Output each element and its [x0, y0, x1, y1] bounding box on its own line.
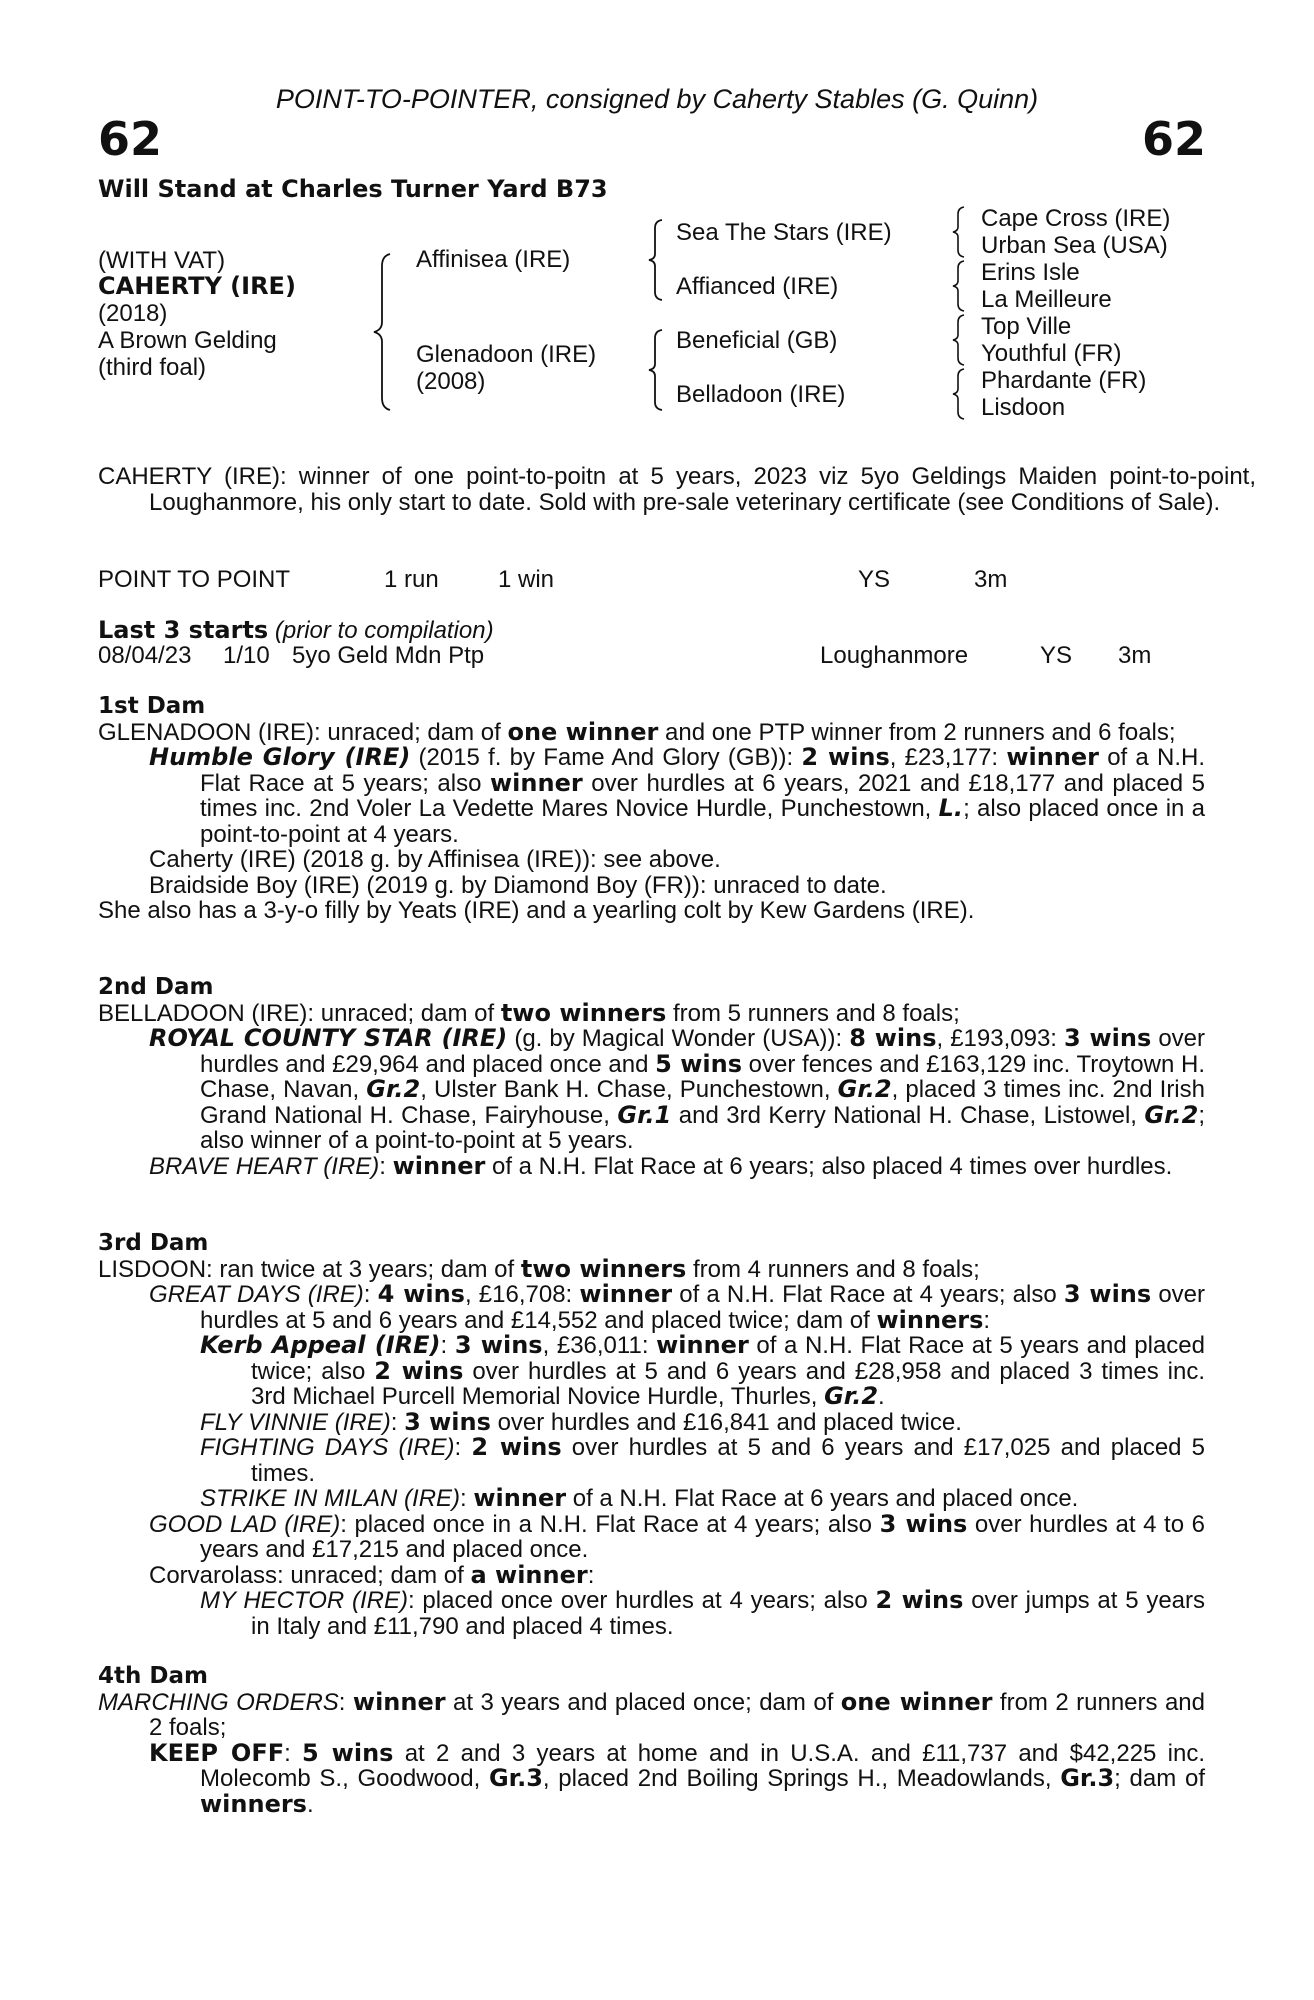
horse-description: A Brown Gelding [98, 327, 277, 354]
fourth-dam-section [98, 1664, 1205, 1817]
pedigree-ggen-1: Cape Cross (IRE) [981, 205, 1171, 232]
stand-location: Will Stand at Charles Turner Yard B73 [98, 175, 608, 203]
pedigree-sire-dam: Affianced (IRE) [676, 273, 839, 300]
pedigree-dam-dam: Belladoon (IRE) [676, 381, 846, 408]
horse-name: CAHERTY (IRE) [98, 272, 296, 300]
second-dam-heading: 2nd Dam [98, 974, 214, 1000]
last-start-position: 1/10 [223, 642, 270, 669]
third-dam-summary: LISDOON: ran twice at 3 years; dam of two winners from 4 runners and 8 foals; [98, 1254, 980, 1283]
last-starts-title: Last 3 starts [98, 616, 269, 644]
last-start-race: 5yo Geld Mdn Ptp [292, 642, 485, 669]
first-dam-summary: GLENADOON (IRE): unraced; dam of one winner and one PTP winner from 2 runners and 6 foals; [98, 717, 1176, 746]
last-starts-note: (prior to compilation) [274, 617, 494, 644]
record-runs: 1 run [384, 566, 439, 593]
pedigree-ggen-2: Urban Sea (USA) [981, 232, 1168, 259]
third-dam-heading: 3rd Dam [98, 1230, 209, 1256]
first-dam-other-foals: She also has a 3-y-o filly by Yeats (IRE) and a yearling colt by Kew Gardens (IRE). [98, 897, 975, 924]
record-distance: 3m [974, 566, 1008, 593]
third-dam-produce-great-days: GREAT DAYS (IRE): 4 wins, £16,708: winner of a N.H. Flat Race at 4 years; also 3 wins over hurdles at 5 and 6 years and £14,552 and placed twice; dam of winners: [149, 1280, 1206, 1334]
fourth-dam-produce-keep-off: KEEP OFF: 5 wins at 2 and 3 years at home and in U.S.A. and £11,737 and $42,225 inc. Molecomb S., Goodwood, Gr.3, placed 2nd Boiling Springs H., Meadowlands, Gr.3; dam of winners. [149, 1738, 1205, 1818]
pedigree-brace-g2 [950, 259, 970, 313]
pedigree-sire: Affinisea (IRE) [416, 246, 571, 273]
pedigree-ggen-8: Lisdoon [981, 394, 1066, 421]
consignor-subtitle: POINT-TO-POINTER, consigned by Caherty Stables (G. Quinn) [275, 84, 1039, 114]
lot-number-left: 62 [98, 112, 163, 166]
horse-year: (2018) [98, 300, 168, 327]
pedigree-dam-sire: Beneficial (GB) [676, 327, 838, 354]
pedigree-brace-parents [370, 252, 400, 412]
pedigree-brace-g1 [950, 205, 970, 259]
pedigree-ggen-7: Phardante (FR) [981, 367, 1147, 394]
first-dam-section [98, 694, 1205, 924]
lot-number-right: 62 [1141, 112, 1206, 166]
third-dam-grandproduce-my-hector: MY HECTOR (IRE): placed once over hurdles at 4 years; also 2 wins over jumps at 5 years in Italy and £11,790 and placed 4 times. [200, 1586, 1206, 1640]
fourth-dam-heading: 4th Dam [98, 1663, 208, 1689]
second-dam-summary: BELLADOON (IRE): unraced; dam of two winners from 5 runners and 8 foals; [98, 998, 960, 1027]
pedigree-brace-sire [645, 218, 669, 302]
last-start-date: 08/04/23 [98, 642, 192, 669]
pedigree-sire-sire: Sea The Stars (IRE) [676, 219, 892, 246]
record-wins: 1 win [498, 566, 555, 593]
third-dam-grandproduce-strike-in-milan: STRIKE IN MILAN (IRE): winner of a N.H. Flat Race at 6 years and placed once. [200, 1484, 1079, 1512]
pedigree-ggen-4: La Meilleure [981, 286, 1112, 313]
record-label: POINT TO POINT [98, 566, 291, 593]
third-dam-grandproduce-fighting-days: FIGHTING DAYS (IRE): 2 wins over hurdles at 5 and 6 years and £17,025 and placed 5 times. [200, 1433, 1205, 1487]
pedigree-brace-g3 [950, 313, 970, 367]
last-start-going: YS [1040, 642, 1073, 669]
last-start-course: Loughanmore [820, 642, 969, 669]
third-dam-grandproduce-kerb-appeal: Kerb Appeal (IRE): 3 wins, £36,011: winner of a N.H. Flat Race at 5 years and placed twice; also 2 wins over hurdles at 5 and 6 years and £28,958 and placed 3 times inc. 3rd Michael Purcell Memorial Novice Hurdle, Thurles, Gr.2. [200, 1331, 1206, 1410]
record-going: YS [858, 566, 891, 593]
horse-summary: CAHERTY (IRE): winner of one point-to-poitn at 5 years, 2023 viz 5yo Geldings Maiden point-to-point, Loughanmore, his only start to date. Sold with pre-sale veterinary certificate (see Conditions of Sale). [98, 463, 1256, 516]
third-dam-grandproduce-fly-vinnie: FLY VINNIE (IRE): 3 wins over hurdles and £16,841 and placed twice. [200, 1407, 962, 1436]
pedigree-ggen-6: Youthful (FR) [981, 340, 1122, 367]
first-dam-produce-braidside-boy: Braidside Boy (IRE) (2019 g. by Diamond Boy (FR)): unraced to date. [149, 871, 887, 899]
third-dam-section [98, 1231, 1205, 1639]
third-dam-produce-good-lad: GOOD LAD (IRE): placed once in a N.H. Flat Race at 4 years; also 3 wins over hurdles at 4 to 6 years and £17,215 and placed once. [149, 1509, 1205, 1563]
pedigree-ggen-3: Erins Isle [981, 259, 1080, 286]
fourth-dam-summary: MARCHING ORDERS: winner at 3 years and placed once; dam of one winner from 2 runners and 2 foals; [98, 1687, 1205, 1741]
pedigree-brace-dam [645, 328, 669, 412]
second-dam-produce-royal-county-star: ROYAL COUNTY STAR (IRE) (g. by Magical Wonder (USA)): 8 wins, £193,093: 3 wins over hurdles and £29,964 and placed once and 5 wins over fences and £163,129 inc. Troytown H. Chase, Navan, Gr.2, Ulster Bank H. Chase, Punchestown, Gr.2, placed 3 times inc. 2nd Irish Grand National H. Chase, Fairyhouse, Gr.1 and 3rd Kerry National H. Chase, Listowel, Gr.2; also winner of a point-to-point at 5 years. [149, 1024, 1206, 1154]
pedigree-ggen-5: Top Ville [981, 313, 1072, 340]
pedigree-brace-g4 [950, 367, 970, 421]
second-dam-section [98, 975, 1205, 1179]
first-dam-heading: 1st Dam [98, 693, 206, 719]
last-start-distance: 3m [1118, 642, 1152, 669]
horse-foal: (third foal) [98, 354, 207, 381]
pedigree-dam-year: (2008) [416, 368, 486, 395]
horse-vat: (WITH VAT) [98, 247, 226, 274]
third-dam-produce-corvarolass: Corvarolass: unraced; dam of a winner: [149, 1560, 595, 1589]
first-dam-produce-humble-glory: Humble Glory (IRE) (2015 f. by Fame And Glory (GB)): 2 wins, £23,177: winner of a N.H. Flat Race at 5 years; also winner over hurdles at 6 years, 2021 and £18,177 and placed 5 times inc. 2nd Voler La Vedette Mares Novice Hurdle, Punchestown, L.; also placed once in a point-to-point at 4 years. [149, 743, 1206, 848]
first-dam-produce-caherty: Caherty (IRE) (2018 g. by Affinisea (IRE)): see above. [149, 846, 721, 873]
pedigree-dam: Glenadoon (IRE) [416, 341, 597, 368]
second-dam-produce-brave-heart: BRAVE HEART (IRE): winner of a N.H. Flat Race at 6 years; also placed 4 times over hurdles. [149, 1151, 1173, 1180]
last-starts-heading [98, 618, 494, 644]
